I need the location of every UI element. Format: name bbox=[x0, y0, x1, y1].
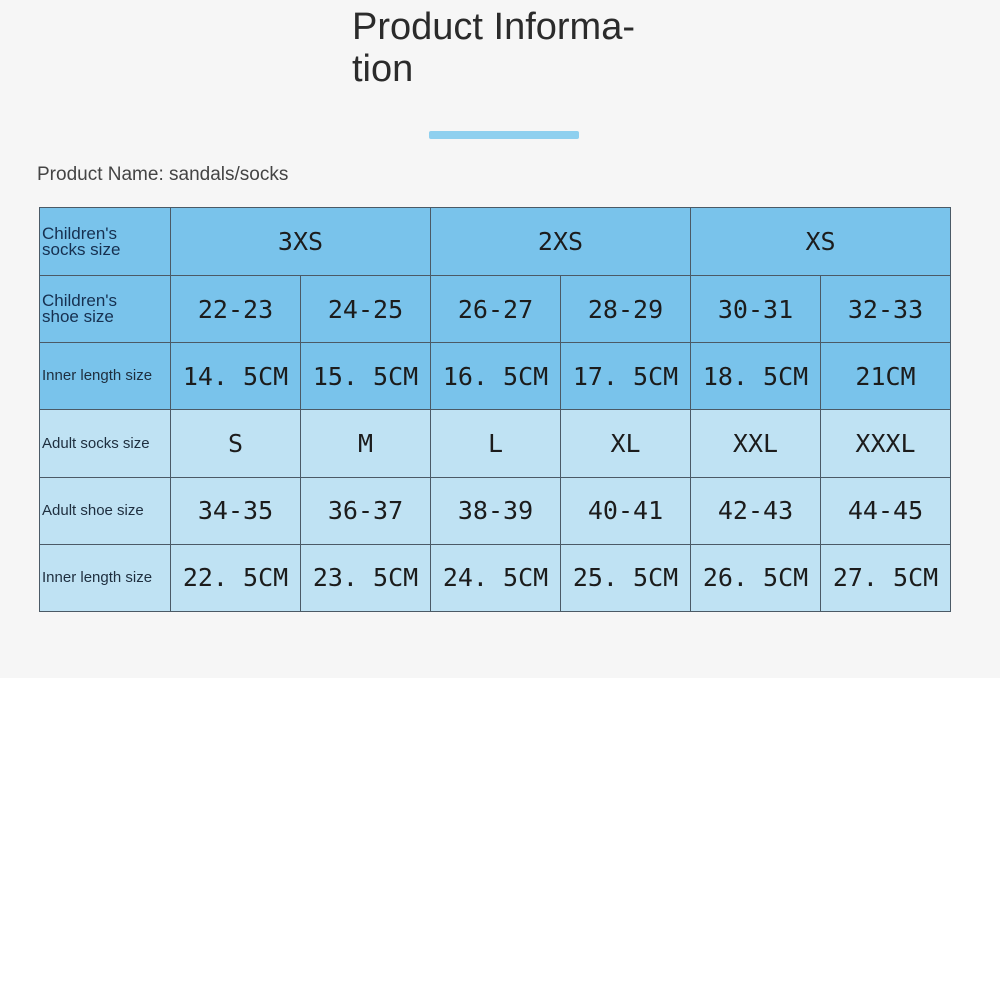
row-label-line: Children's bbox=[42, 291, 118, 311]
table-cell: 27. 5CM bbox=[821, 544, 951, 611]
table-row-children-inner-length bbox=[40, 343, 951, 410]
table-cell: 30-31 bbox=[691, 276, 821, 343]
title-accent-divider bbox=[429, 131, 579, 139]
table-cell: 24. 5CM bbox=[431, 544, 561, 611]
table-cell: 3XS bbox=[171, 208, 431, 276]
row-label-children-shoe bbox=[40, 276, 171, 343]
table-cell: 14. 5CM bbox=[171, 343, 301, 410]
row-label-children-socks bbox=[40, 208, 171, 276]
table-cell: 25. 5CM bbox=[561, 544, 691, 611]
page-title-line-1: Product Informa- bbox=[352, 6, 635, 48]
table-cell: 28-29 bbox=[561, 276, 691, 343]
table-cell: 24-25 bbox=[301, 276, 431, 343]
table-cell: XXL bbox=[691, 410, 821, 477]
table-cell: 15. 5CM bbox=[301, 343, 431, 410]
table-cell: 40-41 bbox=[561, 477, 691, 544]
table-row-adult-socks bbox=[40, 410, 951, 477]
table-row-adult-shoe bbox=[40, 477, 951, 544]
table-row-children-socks bbox=[40, 208, 951, 276]
row-label-line: shoe size bbox=[42, 307, 114, 327]
table-cell: 2XS bbox=[431, 208, 691, 276]
table-cell: 22-23 bbox=[171, 276, 301, 343]
row-label-adult-shoe: Adult shoe size bbox=[40, 477, 171, 544]
table-cell: 36-37 bbox=[301, 477, 431, 544]
row-label-adult-inner-length: Inner length size bbox=[40, 544, 171, 611]
table-row-adult-inner-length bbox=[40, 544, 951, 611]
row-label-line: socks size bbox=[42, 239, 121, 259]
table-cell: 26. 5CM bbox=[691, 544, 821, 611]
page-title-line-2: tion bbox=[352, 48, 414, 90]
row-label-children-inner-length: Inner length size bbox=[40, 343, 171, 410]
table-cell: 32-33 bbox=[821, 276, 951, 343]
table-cell: 21CM bbox=[821, 343, 951, 410]
table-cell: 16. 5CM bbox=[431, 343, 561, 410]
table-cell: XXXL bbox=[821, 410, 951, 477]
table-cell: 18. 5CM bbox=[691, 343, 821, 410]
table-cell: L bbox=[431, 410, 561, 477]
table-cell: 26-27 bbox=[431, 276, 561, 343]
table-cell: 17. 5CM bbox=[561, 343, 691, 410]
table-cell: M bbox=[301, 410, 431, 477]
table-cell: 38-39 bbox=[431, 477, 561, 544]
row-label-line: Children's bbox=[42, 223, 118, 243]
table-cell: S bbox=[171, 410, 301, 477]
table-cell: XL bbox=[561, 410, 691, 477]
table-row-children-shoe bbox=[40, 276, 951, 343]
size-chart-table bbox=[39, 207, 951, 612]
table-cell: 22. 5CM bbox=[171, 544, 301, 611]
page-title bbox=[352, 6, 672, 90]
table-cell: 44-45 bbox=[821, 477, 951, 544]
row-label-adult-socks: Adult socks size bbox=[40, 410, 171, 477]
table-cell: 34-35 bbox=[171, 477, 301, 544]
table-cell: 42-43 bbox=[691, 477, 821, 544]
product-name: Product Name: sandals/socks bbox=[37, 164, 289, 185]
table-cell: 23. 5CM bbox=[301, 544, 431, 611]
table-cell: XS bbox=[691, 208, 951, 276]
